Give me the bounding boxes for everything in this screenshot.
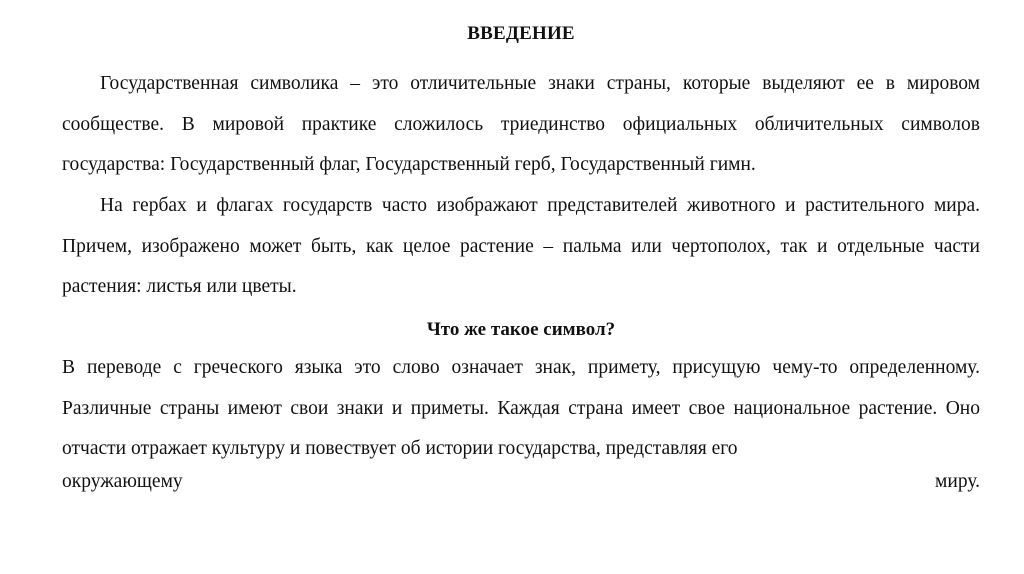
document-page <box>62 0 980 574</box>
paragraph-state-symbols: Государственная символика – это отличительные знаки страны, которые выделяют ее в мировом сообществе. В мировой практике сложилось триединство официальных обличительных символов государства: Государственный флаг, Государственный герб, Государственный гимн. <box>62 73 980 175</box>
section-subtitle: Что же такое символ? <box>426 319 616 340</box>
paragraph-symbol-meaning: В переводе с греческого языка это слово означает знак, примету, присущую чему-то определенному. Различные страны имеют свои знаки и приметы. Каждая страна имеет свое национальное растение. Оно отчасти отражает культуру и повествует об истории государства, представляя его <box>62 357 980 459</box>
document-title: ВВЕДЕНИЕ <box>467 23 575 44</box>
paragraph-last-line <box>62 470 980 494</box>
last-line-right-word: миру. <box>935 471 980 492</box>
paragraph-coats-of-arms: На гербах и флагах государств часто изображают представителей животного и растительного мира. Причем, изображено может быть, как целое растение – пальма или чертополох, так и отдельные части растения: листья или цветы. <box>62 195 980 297</box>
last-line-left-word: окружающему <box>62 471 183 492</box>
